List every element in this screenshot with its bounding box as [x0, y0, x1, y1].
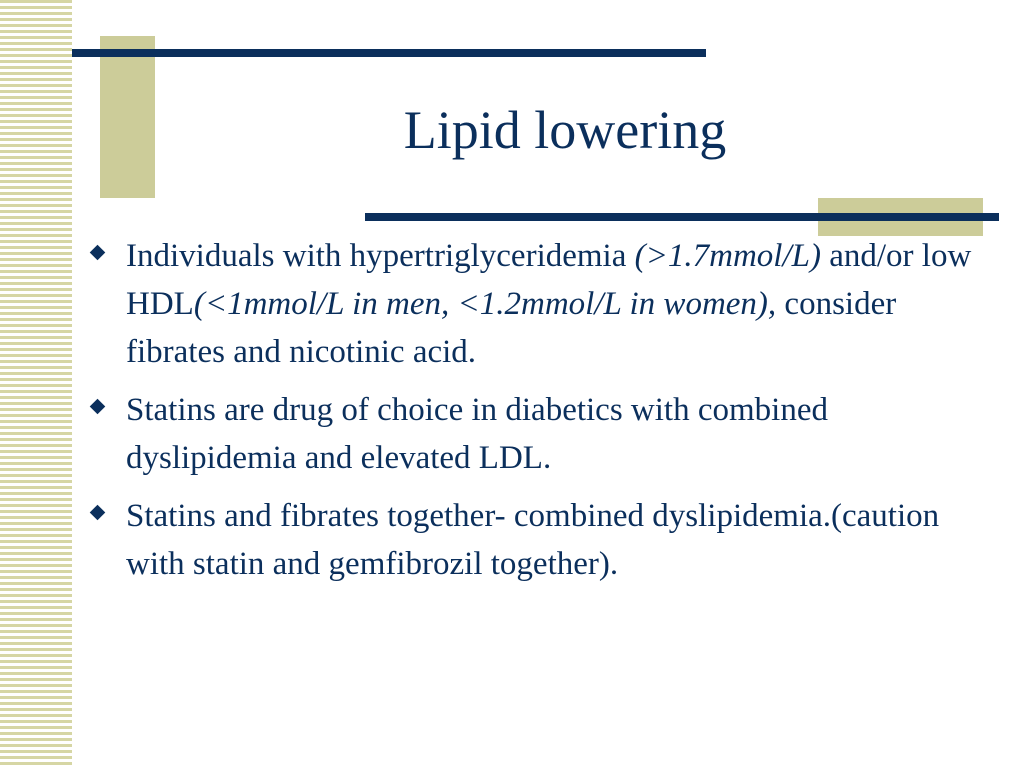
bottom-rule-line — [365, 213, 999, 221]
bullet-text-part: consider fibrates and nicotinic acid. — [126, 286, 897, 370]
bullet-text — [126, 238, 971, 370]
diamond-bullet-icon — [90, 245, 106, 261]
slide-title: Lipid lowering — [403, 100, 727, 160]
bullet-text: Statins are drug of choice in diabetics with combined dyslipidemia and elevated LDL. — [126, 392, 828, 476]
diamond-bullet-icon — [90, 399, 106, 415]
bullet-text: Statins and fibrates together- combined dyslipidemia.(caution with statin and gemfibrozil together). — [126, 498, 940, 582]
top-rule-line — [72, 49, 706, 57]
diamond-bullet-icon — [90, 505, 106, 521]
bullet-text-part: Individuals with hypertriglyceridemia — [126, 238, 635, 274]
bullet-text-part-italic: (>1.7mmol/L) — [634, 238, 821, 274]
bullet-item — [90, 232, 990, 376]
bullet-item — [90, 386, 990, 482]
left-stripe-band — [0, 0, 72, 768]
bullet-list — [90, 232, 990, 598]
bullet-item — [90, 492, 990, 588]
bullet-text-part: and/or low HDL — [126, 238, 972, 322]
decorative-block-top-left — [100, 36, 155, 198]
bullet-text-part-italic: (<1mmol/L in men, <1.2mmol/L in women), — [193, 286, 777, 322]
